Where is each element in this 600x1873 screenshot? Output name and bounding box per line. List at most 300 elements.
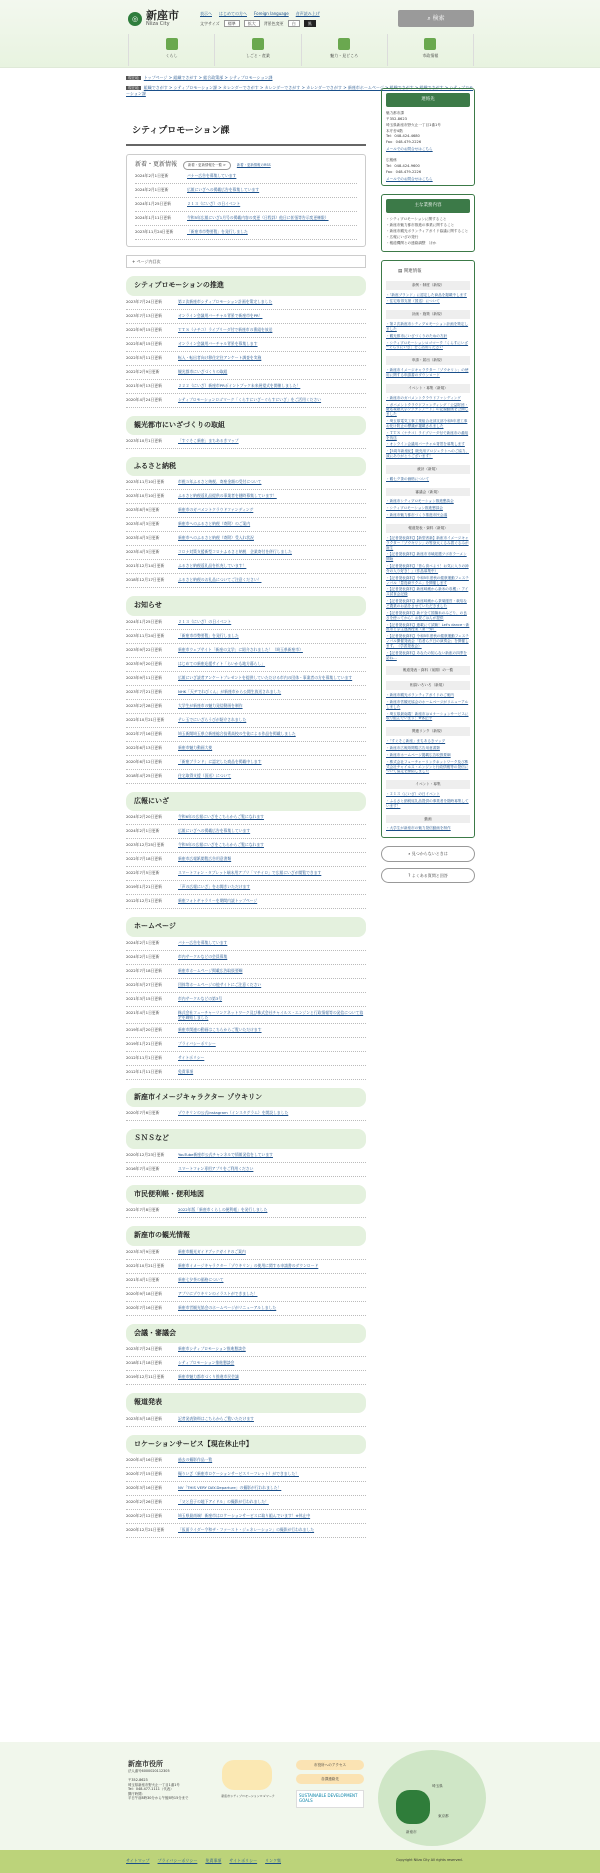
item-link[interactable]: 新座市営観光協会のホームページがリニューアルしました (178, 1304, 277, 1310)
item-link[interactable]: スマートフォン専用アプリをご利用ください (178, 1165, 254, 1171)
bottom-link[interactable]: リンク集 (265, 1858, 282, 1863)
list-item (126, 366, 366, 380)
item-link[interactable]: サイトポリシー (178, 1055, 205, 1060)
related-label: 関連情報 (403, 268, 422, 274)
related-list (386, 322, 470, 350)
item-date: 2021年3月15日更新 (126, 995, 162, 1001)
item-date: 2023年4月3日更新 (126, 549, 160, 555)
gnav-item-work[interactable] (215, 34, 301, 66)
site-logo[interactable] (128, 10, 179, 28)
related-link[interactable]: ・ガバメントクラウドファンディング「公益財団・慶応義塾大学ワクチンアート」の記録動画を公開しました (386, 402, 469, 417)
item-date: 2021年4月1日更新 (126, 1276, 160, 1282)
item-link[interactable]: 2022年版「新座市くらしの便利帳」を発行しました (178, 1207, 268, 1213)
item-link[interactable]: 免責事項 (178, 1069, 194, 1074)
item-link[interactable]: 「すぐそこ新座」まちあるきマップ (178, 438, 239, 443)
item-date: 2021年4月1日更新 (126, 1009, 160, 1015)
list-item (126, 993, 366, 1007)
related-link[interactable]: ・【記者発表資料】連載にて試験！Let's dance～新座市と学生連携授業（第一弾） (386, 622, 470, 632)
related-link[interactable]: ・観光都市にいざづくりのための方針 (386, 333, 448, 338)
map-saitama: 埼玉県 (432, 1784, 443, 1788)
list-item (126, 714, 366, 728)
toc-label: ページ内目次 (136, 258, 161, 264)
contact-mail-link[interactable]: メールでのお問合せはこちら (386, 147, 433, 152)
item-link[interactable]: NHK「天ヂでれびくん」が新座市から公開生放送されました (178, 688, 282, 694)
item-link[interactable]: ふるさと納税返礼品提供の事業者を随時募集しています！ (178, 493, 277, 499)
gnav-label: しごと・産業 (245, 53, 270, 58)
breadcrumb-tag: 現在地 (128, 86, 139, 90)
related-category: 報道発表・資料（前期）の一覧 (386, 666, 470, 675)
item-date: 2021年12月14日更新 (126, 563, 165, 569)
item-date: 2020年7月6日更新 (126, 1110, 160, 1116)
item-date: 2024年2月20日更新 (126, 814, 162, 820)
section-heading: 広報にいざ (126, 792, 366, 811)
item-link[interactable]: シティプロモーションロゴマーク「くらすにいざ~ぐらすにいざ」をご活用ください (178, 396, 322, 402)
contacts-button[interactable]: 各課連絡先 (296, 1774, 364, 1784)
item-link[interactable]: バナー広告を募集しています (178, 939, 228, 945)
toc-accordion[interactable]: + ページ内目次 (126, 255, 366, 268)
list-item (126, 1066, 366, 1080)
gnav-item-sightseeing[interactable] (302, 34, 388, 66)
area-map (378, 1750, 486, 1846)
duty-item: ・広報にいざの発行 (386, 234, 419, 239)
item-link[interactable]: ゾウキリンの公式Instagram（インスタグラム）を開設しました (178, 1110, 289, 1116)
faq-button[interactable] (381, 868, 475, 883)
related-link[interactable]: ・新座市観光ボランティアガイドのご案内 (386, 693, 454, 698)
item-link[interactable]: 新座市魅力都市づくり推進市民会議 (178, 1374, 239, 1380)
not-found-button[interactable] (381, 846, 475, 861)
item-link[interactable]: 市内サークルなどの第3号 (178, 995, 223, 1001)
duty-item: ・報道機関との連絡調整 ほか (386, 240, 437, 245)
gnav-label: くらし (165, 53, 178, 58)
news-rss-link[interactable]: 新着・更新情報のRSS (236, 163, 271, 168)
item-link[interactable]: ２１３（にいざ）の日イベント (187, 200, 241, 206)
item-link[interactable]: 住宅取得支援（国送）について (178, 772, 232, 778)
search-icon: ⌕ (427, 15, 433, 22)
bottom-link[interactable]: サイトマップ (126, 1858, 150, 1863)
item-date: 2020年4月16日更新 (126, 1457, 162, 1463)
related-link[interactable]: ・【5周年新座紀】販売用プロジェクトへのご協力、誠にありがとうございます！ (386, 449, 470, 459)
item-date: 2022年2月9日更新 (126, 368, 160, 374)
bg-white-button[interactable]: 白 (288, 20, 300, 27)
item-link[interactable]: 過去の撮影作品一覧 (178, 1457, 213, 1463)
related-link[interactable]: ・シティプロモーションロゴマーク「くらすにいざ~ぐらすにいざ」をご活用ください (386, 340, 469, 350)
related-item (386, 431, 470, 441)
item-link[interactable]: ＴＴＳ（ナチコ）ライブリーダ付で新座市の番組を放送 (178, 326, 273, 332)
list-item (126, 394, 366, 408)
related-link[interactable]: ・【記者発表資料】令和5年度秋の健康運動フェスティバル「豊島商ウクニ」を開催します (386, 575, 469, 585)
related-link[interactable]: ・埼玉県最南端！新座市はロケーションサービスに取り組んでいます！※休止中 (386, 711, 469, 721)
item-link[interactable]: 株式会社フューチャーリンクネットワーク及び株式会社チャイルス・エンジンと行政情報等の発信について協定を締結しました (178, 1009, 364, 1020)
footer-address (128, 1778, 188, 1801)
item-link[interactable]: 令和5年の広報にいざをこちらからご覧になれます (178, 842, 264, 848)
item-link[interactable]: スマートフォン・タブレット端末用アプリ「マチイロ」で広報にいざが閲覧できます (178, 870, 322, 876)
related-list (386, 792, 470, 809)
related-item (386, 293, 470, 298)
related-link[interactable]: ・観七夕茶の価格について (386, 476, 430, 481)
item-date: 2020年2月12日更新 (126, 1513, 162, 1519)
related-link[interactable]: ・新座市のガバメントクラウドファンディング (386, 395, 461, 400)
related-title (386, 269, 470, 275)
item-date: 2024年2月1日更新 (126, 953, 160, 959)
item-link[interactable]: 市税５年ふるさと納税、寄座金額の受付について (178, 479, 262, 485)
utility-links (200, 11, 320, 16)
item-link[interactable]: 新座市シティプロモーション推進懇談会 (178, 1346, 246, 1352)
related-link[interactable]: ・シティプロモーション推進懇談会 (386, 506, 443, 511)
item-date: 2023年7月21日更新 (126, 688, 162, 694)
item-date: 2020年7月15日更新 (126, 1471, 162, 1477)
list-item (126, 728, 366, 742)
item-link[interactable]: 「新座ブランド」に認定した商品を掲載中します (178, 758, 262, 764)
font-standard-button[interactable]: 標準 (224, 20, 240, 27)
breadcrumb-tag: 現在地 (128, 76, 139, 80)
related-link[interactable]: ・【記者発表資料】新ゲ全て国鍋米のみどり、の良さを使ってから！お昼ごはんが提供 (386, 610, 467, 620)
list-item (126, 937, 366, 951)
related-link[interactable]: ・【記者発表資料】令和5年度秋の健康運動フェスティバル開催発表会「若者ら夕日の演奏会」を開催します。（学習発表会） (386, 634, 469, 648)
related-item (386, 477, 470, 482)
related-list (386, 293, 470, 305)
related-link[interactable]: ・ふるさと納税返礼品提供の事業者を随時募集しています！ (386, 798, 469, 808)
item-link[interactable]: 「声の広報にいざ」をお聞きいただけます (178, 884, 251, 890)
item-date: 2023年11月24日更新 (126, 632, 165, 638)
related-item (386, 792, 470, 797)
item-link[interactable]: 新座市ウェブサイト「新座の文学」に紹介されました！（埼玉県新座市） (178, 646, 303, 652)
list-item (126, 504, 366, 518)
item-link[interactable]: 第２次新座市シティプロモーション計画を策定しました (178, 298, 273, 304)
item-link[interactable]: 広報にいざへの掲載広告を募集しています (178, 828, 251, 834)
related-category: 報道発表・資料（新規） (386, 524, 470, 533)
related-category: 条例・制度（新規） (386, 281, 470, 290)
item-link[interactable]: 新座市へのふるさと納税（寄附）受入れ状況 (178, 535, 254, 541)
related-item (386, 536, 470, 551)
related-category: イベント・募集（新規） (386, 384, 470, 393)
list-item (126, 825, 366, 839)
related-link[interactable]: ・新座市ホームページ掲載広告取扱要綱 (386, 752, 451, 757)
item-link[interactable]: 新座市へのふるさと納税（寄附）のご案内 (178, 521, 251, 527)
list-item (126, 658, 366, 672)
item-link[interactable]: ２２２（にいざ）新座市PRポイントブック未来展望式を開催しました！ (178, 382, 301, 388)
item-link[interactable]: オンライン会議用バーチャル背景を募集します (178, 340, 258, 346)
contact-line: 広報係 (386, 157, 397, 162)
bottom-bar (0, 1850, 600, 1873)
item-link[interactable]: 新座七夕茶の価格について (178, 1276, 224, 1282)
item-link[interactable]: 「新座市市勢要覧」を発行しました (187, 228, 248, 234)
city-emblem-icon: ◎ (128, 12, 142, 26)
item-link[interactable]: 新座市関連の動画はこちらからご覧いただけます (178, 1027, 262, 1032)
list-item (126, 338, 366, 352)
item-link[interactable]: 広報にいざ読者アンケートプレゼントを提供していただける市内の団体・事業者の方を募集しています (178, 674, 353, 680)
related-item (386, 403, 470, 418)
item-date: 2022年7月8日更新 (126, 1207, 160, 1213)
accessibility-controls (200, 20, 316, 27)
related-item (386, 587, 470, 597)
niiza-shape (396, 1790, 430, 1824)
related-link[interactable]: ・株式会社フューチャーリンクネットワーク及び株式会社チャイルス・エンジンと行政情報等の発信について協定を締結しました (386, 759, 469, 774)
list-item (126, 700, 366, 714)
related-link[interactable]: ・「すぐそこ新座」まちあるきマップ (386, 739, 446, 744)
item-date: 2023年4月3日更新 (126, 535, 160, 541)
related-item (386, 322, 470, 332)
related-item (386, 419, 470, 429)
list-item (126, 1260, 366, 1274)
item-link[interactable]: 新座市観光ガイドブックガイドのご案内 (178, 1248, 246, 1254)
related-link[interactable]: ・【記者発表資料】新座味蔵から新米の収穫」・アイス試食会記録 (386, 587, 469, 597)
item-link[interactable]: 記者発表資料はこちらからご覧いただけます (178, 1415, 254, 1421)
list-item (126, 1149, 366, 1163)
section-heading: 市民便利帳・便利地図 (126, 1185, 366, 1204)
item-date: 2022年7月18日更新 (126, 967, 162, 973)
document-icon: ▤ (398, 268, 404, 274)
access-button[interactable]: 市役所へのアクセス (296, 1760, 364, 1770)
item-link[interactable]: ふるさと納税返礼品を拡充しています！ (178, 563, 247, 569)
list-item (126, 742, 366, 756)
related-category: 相談いろいろ（新規） (386, 681, 470, 690)
list-item (135, 226, 357, 240)
item-date: 2020年12月23日更新 (126, 1151, 165, 1157)
item-link[interactable]: 大学生が新座市の魅力発信動画を制作 (178, 702, 243, 708)
item-link[interactable]: 「仮面ライダー令和ザ・ファースト・ジェネレーション」の撮影が行われました (178, 1527, 315, 1533)
list-item (126, 965, 366, 979)
item-date: 2022年10月21日更新 (126, 1262, 165, 1268)
related-item (386, 634, 470, 649)
item-date: 2018年12月17日更新 (126, 577, 165, 583)
breadcrumb-path[interactable]: トップページ > 組織でさがす > 総合政策部 > シティプロモーション課 (143, 75, 273, 80)
item-date: 2016年7月4日更新 (126, 1165, 160, 1171)
footer-line: Tel：048-477-1111（代表） (128, 1787, 174, 1792)
item-date: 2023年8月9日更新 (126, 507, 160, 513)
contact-lines (386, 111, 470, 145)
contact-line: Fax：048-479-2226 (386, 140, 422, 145)
related-item (386, 826, 470, 831)
related-link[interactable]: ・第２次新座市シティプロモーション計画を策定しました (386, 322, 469, 331)
list-item (126, 1024, 366, 1038)
item-link[interactable]: NV「THIS VERY DAY-Departure」の撮影が行われました！ (178, 1485, 282, 1491)
contact-lines-2 (386, 158, 470, 175)
item-link[interactable]: シティプロモーション推進懇談会 (178, 1360, 235, 1366)
item-link[interactable]: 「父と息子の地下アイドル」の撮影が行われました！ (178, 1499, 269, 1505)
related-link[interactable]: ・「新座ブランド」に認定した商品を掲載中します (386, 292, 467, 297)
item-date: 2020年6月12日更新 (126, 758, 162, 764)
item-link[interactable]: 令和5年広報にいざ1月号の掲載内容の変更（日程詳）他日に拡張等告示変更権限） (187, 214, 329, 220)
item-date: 2023年7月24日更新 (126, 1346, 162, 1352)
item-link[interactable]: 「新座市市勢要覧」を発行しました (178, 632, 239, 638)
font-large-button[interactable]: 拡大 (244, 20, 260, 27)
list-item (135, 184, 357, 198)
related-list (386, 536, 470, 661)
list-item (126, 380, 366, 394)
item-date: 2023年10月1日更新 (126, 438, 162, 443)
item-date: 2024年2月1日更新 (126, 939, 160, 945)
item-date: 2023年11月10日更新 (126, 479, 165, 485)
item-date: 2022年6月13日更新 (126, 744, 162, 750)
related-list (386, 368, 470, 378)
breadcrumb-path[interactable]: 組織でさがす > シティプロモーション課 > カレンダーでさがす > カレンダーでさがす > カレンダーでさがす > 新座市ホームページ > 組織でさがす > 組織でさがす > シティプロモーション課 (126, 85, 474, 96)
list-item (126, 1246, 366, 1260)
related-link[interactable]: ・新座市営観光協会のホームページがリニューアルしました (386, 699, 469, 709)
related-link[interactable]: ・新座市シティプロモーション推進懇談会 (386, 499, 454, 504)
util-link[interactable]: 表示へ (200, 11, 212, 16)
item-link[interactable]: 新座フォトギャラリーを期間内読トップページ (178, 898, 258, 904)
section-heading: 新座市の観光情報 (126, 1226, 366, 1245)
related-item (386, 368, 470, 378)
related-groups (386, 281, 470, 832)
item-link[interactable]: 埼玉県最南端！新座市はロケーションサービスに取り組んでいます！※休止中 (178, 1513, 311, 1519)
item-date: 2020年3月16日更新 (126, 1485, 162, 1491)
item-link[interactable]: 新座市魅力動画大使 (178, 744, 213, 750)
footer-line: 開庁時間： (128, 1791, 145, 1796)
related-link[interactable]: ・【記者発表資料】「昔ら食べよう！お気に入りの神介の入り好き！」（作品募集中） (386, 564, 469, 573)
magnifier-icon: ⌕ (408, 851, 412, 857)
item-link[interactable]: 新座市ホームページ掲載広告取扱要綱 (178, 967, 243, 973)
list-item (135, 212, 357, 226)
copyright: Copyright Niiza City All rights reserved. (396, 1858, 463, 1862)
item-link[interactable]: バナー広告を募集しています (187, 172, 237, 178)
related-item (386, 299, 470, 304)
global-nav (128, 34, 474, 66)
item-link[interactable]: はじめての新座応援サイト「らいかも地方暮らし」 (178, 660, 266, 666)
list-item (126, 644, 366, 658)
contact-line: 本庁舎4階 (386, 128, 403, 133)
gnav-item-city-info[interactable] (388, 34, 474, 66)
item-link[interactable]: コロナ対策支援新型コロナふるさと納税 企業寄付を併行しました (178, 549, 292, 555)
item-link[interactable]: テレ玉でにいざらうびが紹介されました (178, 716, 247, 722)
list-item (126, 435, 366, 449)
item-link[interactable]: 新座市イメージキャラクター「ゾウキリン」の使用に関する申請書のダウンロード (178, 1262, 319, 1268)
related-item (386, 576, 470, 586)
related-link[interactable]: ・【記者発表資料】【新型者新】新座市イメージキャラクター「ゾウキリン」の等身大くるみ着ぐるみが誕生 (386, 535, 469, 550)
list-item (126, 839, 366, 853)
item-link[interactable]: 埼玉新聞埼玉県立新座総合技術高校の生徒による作品を掲載しました (178, 730, 296, 736)
item-date: 2022年10月21日更新 (126, 716, 165, 722)
item-link[interactable]: ２１３（にいざ）の日イベント (178, 618, 232, 624)
related-link[interactable]: ・住宅取得支援（国送）について (386, 299, 440, 304)
list-item (126, 1038, 366, 1052)
related-link[interactable]: ・【記者発表資料】あなたの知らない新座の四季を訪ね… (386, 650, 467, 660)
item-date: 2019年1月21日更新 (126, 884, 162, 890)
section-heading: ホームページ (126, 917, 366, 936)
list-item (126, 770, 366, 784)
duties-list (386, 217, 470, 245)
bottom-link[interactable]: プライバシーポリシー (157, 1858, 198, 1863)
list-item (126, 616, 366, 630)
item-date: 2019年12月11日更新 (126, 1374, 165, 1380)
related-item (386, 513, 470, 518)
related-link[interactable]: ・新座市魅力都市づくり推進市民会議 (386, 513, 448, 518)
item-link[interactable]: 新座市広報紙閲覧広告用意書類 (178, 856, 232, 862)
item-link[interactable]: 観光都市にいざづくりの取組 (178, 368, 228, 374)
item-link[interactable]: 撮りいざ（新座市ロケーションサービスリーフレット）ができました！ (178, 1471, 299, 1477)
related-item (386, 599, 470, 609)
related-item (386, 564, 470, 574)
site-footer (0, 1742, 600, 1850)
list-item (126, 1510, 366, 1524)
item-link[interactable]: 新座市のガバメントクラウドファンディング (178, 507, 254, 513)
util-link[interactable]: 音声読み上げ (295, 11, 320, 16)
list-item (126, 672, 366, 686)
related-link[interactable]: ・【記者発表資料】新座味蔵から茶葉運営・栽培など農業のお話をさせていただきました (386, 599, 467, 608)
item-date: 2012年12月1日更新 (126, 898, 162, 904)
related-category: 統計（新規） (386, 465, 470, 474)
bottom-link[interactable]: 免責事項 (205, 1858, 222, 1863)
item-date: 2022年8月15日更新 (126, 340, 162, 346)
color-label: 背景色変更 (263, 21, 284, 26)
item-date: 2022年7月5日更新 (126, 870, 160, 876)
related-item (386, 396, 470, 401)
related-link[interactable]: ・新座市広報紙閲覧広告用意書類 (386, 746, 440, 750)
related-link[interactable]: ・オンライン会議用バーチャル背景を募集します (386, 442, 465, 447)
item-date: 2020年2月26日更新 (126, 1499, 162, 1505)
related-link[interactable]: ・【記者発表資料】新座市市域総選ツボ市ラーメン開始 (386, 552, 467, 562)
item-link[interactable]: YouTube新座市公式チャンネルで情報発信をしています (178, 1151, 273, 1157)
map-tokyo: 東京都 (438, 1814, 449, 1818)
list-item (126, 1163, 366, 1177)
related-list (386, 693, 470, 721)
list-item (126, 1288, 366, 1302)
list-item (126, 1302, 366, 1316)
related-box (381, 260, 475, 839)
search-label: 検索 (432, 15, 445, 22)
breadcrumb (126, 75, 272, 81)
question-icon: ? (408, 872, 412, 878)
site-header (0, 0, 600, 68)
contact-box (381, 88, 475, 186)
related-category: 計画・施策（新規） (386, 310, 470, 319)
list-item (126, 867, 366, 881)
item-link[interactable]: ふるさと納税のお礼品についてご注意ください！ (178, 577, 262, 583)
item-link[interactable]: 団体等ホームページの他サイトにご注意ください (178, 981, 262, 987)
related-link[interactable]: ・新座市イメージキャラクター「ゾウキリン」の使用に関する申請書のダウンロード (386, 368, 469, 377)
list-item (126, 1343, 366, 1357)
footer-name: 新座市役所 (128, 1760, 163, 1768)
section-heading: ＳＮＳなど (126, 1129, 366, 1148)
faq-label: よくある質問と回答 (411, 872, 448, 878)
list-item (126, 296, 366, 310)
item-link[interactable]: オンライン会議用バーチャル背景で新座市をPR！ (178, 312, 263, 318)
related-list (386, 396, 470, 459)
related-category: イベント・募集 (386, 780, 470, 789)
list-item (126, 1413, 366, 1427)
footer-info (128, 1760, 188, 1801)
bg-black-button[interactable]: 黒 (304, 20, 316, 27)
list-item (126, 518, 366, 532)
related-link[interactable]: ・大学生が新座市の魅力発信動画を制作 (386, 826, 451, 831)
news-list-button[interactable]: 新着・更新情報を一覧 > (183, 161, 231, 170)
item-link[interactable]: 広報にいざへの掲載広告を募集しています (187, 186, 260, 192)
item-date: 2023年9月11日更新 (126, 674, 162, 680)
item-link[interactable]: 転入・転出者向け移住定住アンケート調査を実施 (178, 354, 262, 360)
util-link[interactable]: はじめての方へ (219, 11, 247, 16)
contact-line: Tel：048-424-9600 (386, 163, 420, 168)
related-link[interactable]: ・ＴＴＳ（ナチコ）ライブリーダ付で新座市の番組を放送 (386, 430, 469, 440)
related-link[interactable]: ・埼玉県電気工事工業組合北部支部令和5年度工事お化け防止の標識が掲載されました (386, 419, 468, 428)
list-item (126, 1107, 366, 1121)
list-item (126, 1371, 366, 1385)
item-link[interactable]: 令和6年の広報にいざをこちらからご覧になれます (178, 814, 264, 820)
gnav-item-life[interactable] (129, 34, 215, 66)
search-button[interactable] (398, 10, 474, 27)
item-link[interactable]: プライバシーポリシー (178, 1041, 216, 1046)
util-link[interactable]: Foreign language (254, 11, 289, 16)
star-icon (338, 38, 350, 50)
contact-mail-link-2[interactable]: メールでのお問合せはこちら (386, 176, 433, 181)
item-link[interactable]: アプリにゾウキリンのイラストができました！ (178, 1290, 258, 1296)
related-item (386, 442, 470, 447)
list-item (126, 951, 366, 965)
related-list (386, 499, 470, 518)
bottom-link[interactable]: サイトポリシー (229, 1858, 258, 1863)
related-item (386, 799, 470, 809)
item-link[interactable]: 市内サークルなどの会員募集 (178, 953, 228, 959)
related-link[interactable]: ・２１３（にいざ）の日イベント (386, 792, 440, 797)
